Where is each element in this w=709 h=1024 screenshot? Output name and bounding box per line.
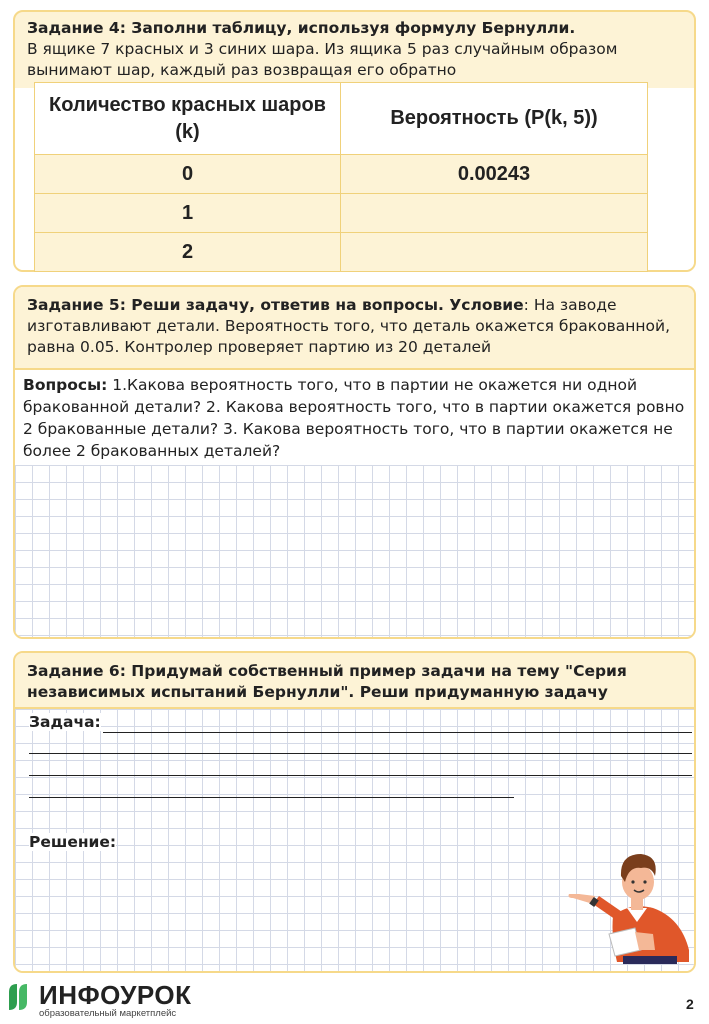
page-number: 2 [686, 996, 694, 1012]
logo-subtitle: образовательный маркетплейс [39, 1008, 177, 1019]
task-answer-line[interactable] [29, 775, 692, 776]
task6-header [15, 653, 694, 709]
solution-label: Решение: [29, 833, 117, 851]
table-row [35, 233, 648, 272]
task5-questions [15, 370, 694, 466]
infourok-logo[interactable] [5, 980, 225, 1018]
leaf-logo-icon [5, 982, 35, 1012]
table-row [35, 194, 648, 233]
table-cell-k: 0 [35, 155, 341, 194]
task-answer-line[interactable] [29, 753, 692, 754]
task5-condition: : На заводе изготавливают детали. Вероятность того, что деталь окажется бракованной, равна 0.05. Контролер проверяет партию из 20 деталей [27, 296, 671, 356]
task6-title: Задание 6: Придумай собственный пример задачи на тему "Серия независимых испытаний Бернулли". Реши придуманную задачу [27, 662, 627, 701]
logo-wordmark: ИНФОУРОК [39, 980, 192, 1010]
questions-label: Вопросы: [23, 376, 108, 394]
task5-card [13, 285, 696, 639]
task-answer-line[interactable] [29, 797, 514, 798]
table-header-row [35, 83, 648, 155]
bernoulli-table [34, 82, 648, 272]
table-header-k: Количество красных шаров (k) [35, 83, 341, 155]
task5-header [15, 287, 694, 370]
table-cell-probability[interactable] [341, 233, 648, 272]
task4-text: В ящике 7 красных и 3 синих шара. Из ящика 5 раз случайным образом вынимают шар, каждый раз возвращая его обратно [27, 40, 618, 79]
table-row [35, 155, 648, 194]
table-cell-k: 2 [35, 233, 341, 272]
teacher-illustration [565, 838, 695, 968]
table-cell-k: 1 [35, 194, 341, 233]
task-answer-line[interactable] [103, 732, 692, 733]
questions-text: 1.Какова вероятность того, что в партии не окажется ни одной бракованной детали? 2. Какова вероятность того, что в партии окажется ровно 2 бракованные детали? 3. Какова вероятность того, что в партии окажется не более 2 бракованных деталей? [23, 376, 685, 460]
task5-title: Задание 5: Реши задачу, ответив на вопросы. Условие [27, 296, 524, 314]
table-cell-probability[interactable]: 0.00243 [341, 155, 648, 194]
task4-title: Задание 4: Заполни таблицу, используя формулу Бернулли. [27, 19, 576, 37]
task5-answer-grid[interactable] [15, 465, 694, 637]
table-cell-probability[interactable] [341, 194, 648, 233]
table-header-probability: Вероятность (P(k, 5)) [341, 83, 648, 155]
task4-header [15, 12, 694, 87]
task-label: Задача: [29, 713, 101, 731]
